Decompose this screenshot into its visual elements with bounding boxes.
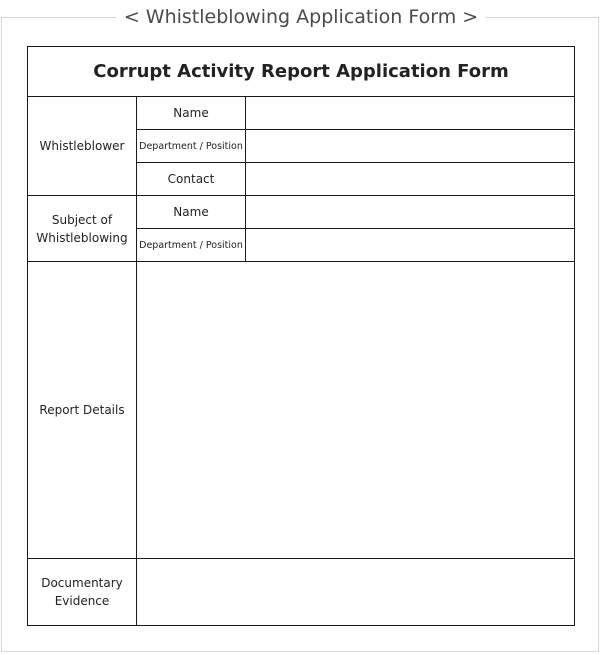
documentary-evidence-row <box>28 559 575 626</box>
whistleblower-section-label: Whistleblower <box>28 97 137 196</box>
page-title <box>0 4 602 31</box>
subject-name-field[interactable] <box>246 196 575 229</box>
subject-section-label: Subject of Whistleblowing <box>28 196 137 262</box>
whistleblower-name-row <box>28 97 575 130</box>
whistleblower-name-label: Name <box>137 97 246 130</box>
report-details-label: Report Details <box>28 262 137 559</box>
form-title: Corrupt Activity Report Application Form <box>28 47 575 97</box>
whistleblower-name-field[interactable] <box>246 97 575 130</box>
subject-department-label: Department / Position <box>137 229 246 262</box>
subject-department-field[interactable] <box>246 229 575 262</box>
report-form-table <box>27 46 575 626</box>
subject-name-label: Name <box>137 196 246 229</box>
subject-name-row <box>28 196 575 229</box>
page-title-text: < Whistleblowing Application Form > <box>116 6 486 28</box>
report-details-field[interactable] <box>137 262 575 559</box>
report-details-row <box>28 262 575 559</box>
documentary-evidence-label: Documentary Evidence <box>28 559 137 626</box>
whistleblower-contact-label: Contact <box>137 163 246 196</box>
documentary-evidence-field[interactable] <box>137 559 575 626</box>
whistleblower-department-label: Department / Position <box>137 130 246 163</box>
whistleblower-contact-field[interactable] <box>246 163 575 196</box>
whistleblower-department-field[interactable] <box>246 130 575 163</box>
